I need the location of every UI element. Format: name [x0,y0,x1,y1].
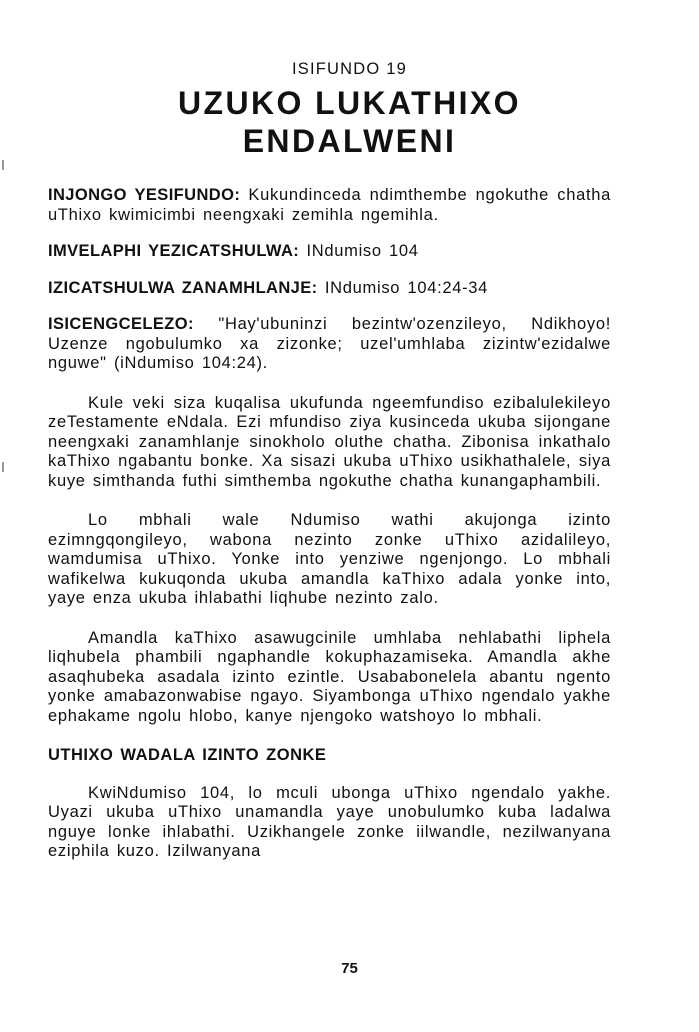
page-number: 75 [341,960,358,977]
memory-verse [48,315,611,374]
objective-label: INJONGO YESIFUNDO: [48,186,241,204]
background-text: INdumiso 104 [306,242,419,260]
section-heading: UTHIXO WADALA IZINTO ZONKE [48,746,327,764]
scan-edge-mark [2,462,4,472]
memory-verse-text: "Hay'ubuninzi bezintw'ozenzileyo, Ndikhoyo! Uzenze ngobulumko xa zizonke; uzel'umhlaba zizintw'ezidalwe nguwe" (iNdumiso 104:24). [48,315,611,372]
scripture-text: INdumiso 104:24-34 [324,278,489,297]
page-content [48,186,611,862]
lesson-scripture [48,279,611,299]
lesson-objective [48,186,611,225]
lesson-title [0,84,699,160]
background-label: IMVELAPHI YEZICATSHULWA: [48,242,300,260]
body-paragraph: Lo mbhali wale Ndumiso wathi akujonga izinto ezimngqongileyo, wabona nezinto zonke uThixo azidalileyo, wamdumisa uThixo. Yonke into yenziwe ngenjongo. Lo mbhali wafikelwa kukuqonda ukuba amandla kaThixo adala yonke into, yaye enza ukuba ihlabathi liqhube nezinto zalo. [48,511,611,607]
objective-text: Kukundinceda ndimthembe ngokuthe chatha uThixo kwimicimbi neengxaki zemihla ngemihla. [48,186,611,224]
body-paragraph: KwiNdumiso 104, lo mculi ubonga uThixo ngendalo yakhe. Uyazi ukuba uThixo unamandla yaye unobulumko kuba ladalwa nguye lonke ihlabathi. Uzikhangele zonke iilwandle, nezilwanyana eziphila kuzo. Izilwanyana [48,783,611,860]
scan-edge-mark [2,160,4,170]
scripture-label: IZICATSHULWA ZANAMHLANJE: [48,278,318,297]
passage-background [48,242,611,262]
memory-verse-label: ISICENGCELEZO: [48,315,194,333]
body-paragraph: Kule veki siza kuqalisa ukufunda ngeemfundiso ezibalulekileyo zeTestamente eNdala. Ezi mfundiso ziya kusinceda ukuba sijongane neengxaki zanamhlanje sinokholo oluthe chatha. Zibonisa inkathalo kaThixo ngabantu bonke. Xa sisazi ukuba uThixo usikhathalele, siya kuye simthanda futhi simthemba ngokuthe chatha kunangaphambili. [48,393,611,490]
lesson-number: ISIFUNDO 19 [292,60,407,78]
body-paragraph: Amandla kaThixo asawugcinile umhlaba nehlabathi liphela liqhubela phambili ngaphandle kokuphazamiseka. Amandla akhe asaqhubeka asadala izinto ezintle. Usababonelela abantu ngento yonke amabazonwabise ngayo. Siyambonga uThixo ngendalo yakhe ephakame ngolu hlobo, kanye njengoko watshoyo lo mbhali. [48,628,611,725]
lesson-title-line-1: UZUKO LUKATHIXO [178,85,521,121]
lesson-title-line-2: ENDALWENI [242,123,457,159]
